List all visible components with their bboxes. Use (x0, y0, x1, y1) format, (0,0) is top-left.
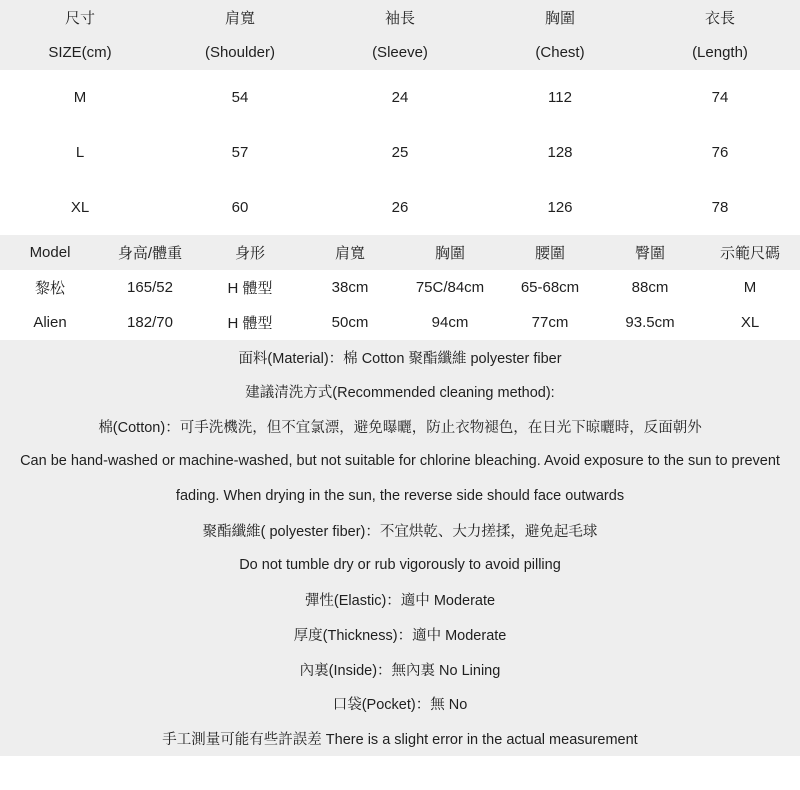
size-worn-value: XL (740, 314, 760, 331)
size-row (0, 125, 800, 180)
cotton-care-en-line2: fading. When drying in the sun, the reverse side should face outwards (175, 487, 625, 504)
size-worn-value: M (743, 279, 757, 296)
polyester-care-zh: 聚酯纖維( polyester fiber)：不宜烘乾、大力搓揉，避免起毛球 (202, 524, 598, 541)
model-header-waist: 腰圍 (534, 245, 565, 262)
cleaning-title: 建議清洗方式(Recommended cleaning method): (245, 385, 555, 402)
size-header-size-en: SIZE(cm) (48, 44, 112, 61)
length-value: 76 (711, 144, 729, 161)
model-table (0, 235, 800, 340)
length-value: 74 (711, 89, 729, 106)
shoulder-value: 38cm (331, 279, 369, 296)
size-label: L (75, 144, 85, 161)
size-table (0, 0, 800, 235)
pocket-line: 口袋(Pocket)：無 No (332, 697, 468, 714)
size-header-sleeve: 袖長 (384, 10, 415, 27)
waist-value: 65-68cm (520, 279, 580, 296)
model-row (0, 305, 800, 340)
size-header-row-en (0, 35, 800, 70)
model-header-height-weight: 身高/體重 (117, 245, 183, 262)
size-label: XL (70, 199, 90, 216)
shoulder-value: 57 (231, 144, 249, 161)
model-header-chest: 胸圍 (434, 245, 465, 262)
model-header-model: Model (29, 244, 71, 261)
chest-value: 75C/84cm (415, 279, 485, 296)
size-header-shoulder: 肩寬 (224, 10, 255, 27)
sleeve-value: 25 (391, 144, 409, 161)
model-header-hip: 臀圍 (634, 245, 665, 262)
measurement-note: 手工測量可能有些許誤差 There is a slight error in the actual measurement (162, 732, 638, 749)
model-name: Alien (33, 314, 67, 331)
height-weight-value: 182/70 (127, 314, 173, 331)
size-label: M (73, 89, 87, 106)
size-header-length: 衣長 (704, 10, 735, 27)
size-header-length-en: (Length) (692, 44, 748, 61)
length-value: 78 (711, 199, 729, 216)
model-header-size-worn: 示範尺碼 (719, 245, 780, 262)
model-header-shoulder: 肩寬 (334, 245, 365, 262)
hip-value: 88cm (631, 279, 669, 296)
model-name: 黎松 (34, 280, 65, 297)
elastic-line: 彈性(Elastic)：適中 Moderate (304, 593, 496, 610)
cotton-care-en-line1: Can be hand-washed or machine-washed, but not suitable for chlorine bleaching. Avoid exposure to the sun to prevent (20, 453, 780, 470)
chest-value: 126 (547, 199, 573, 216)
polyester-care-en: Do not tumble dry or rub vigorously to avoid pilling (239, 557, 561, 574)
inside-line: 內裏(Inside)：無內裏 No Lining (299, 662, 501, 679)
cotton-care-zh: 棉(Cotton)：可手洗機洗，但不宜氯漂，避免曝曬，防止衣物褪色，在日光下晾曬時，反面朝外 (98, 420, 702, 437)
height-weight-value: 165/52 (127, 279, 173, 296)
size-header-shoulder-en: (Shoulder) (204, 44, 276, 61)
size-header-chest: 胸圍 (544, 10, 575, 27)
model-header-row (0, 235, 800, 270)
model-row (0, 270, 800, 305)
size-header-chest-en: (Chest) (535, 44, 585, 61)
body-type-value: H 體型 (227, 315, 273, 332)
size-header-size: 尺寸 (64, 10, 95, 27)
thickness-line: 厚度(Thickness)：適中 Moderate (293, 628, 507, 645)
size-header-row-zh (0, 0, 800, 35)
body-type-value: H 體型 (227, 280, 273, 297)
footer-spacer (0, 756, 800, 790)
chest-value: 94cm (431, 314, 469, 331)
sleeve-value: 24 (391, 89, 409, 106)
chest-value: 112 (548, 89, 572, 106)
product-details (0, 340, 800, 756)
shoulder-value: 54 (231, 89, 249, 106)
waist-value: 77cm (531, 314, 569, 331)
hip-value: 93.5cm (625, 314, 675, 331)
chest-value: 128 (547, 144, 573, 161)
shoulder-value: 50cm (331, 314, 369, 331)
size-row (0, 70, 800, 125)
model-header-body-type: 身形 (234, 245, 265, 262)
material-line: 面料(Material)：棉 Cotton 聚酯纖維 polyester fiber (238, 350, 562, 367)
size-header-sleeve-en: (Sleeve) (372, 44, 428, 61)
shoulder-value: 60 (231, 199, 249, 216)
sleeve-value: 26 (391, 199, 409, 216)
size-row (0, 180, 800, 235)
